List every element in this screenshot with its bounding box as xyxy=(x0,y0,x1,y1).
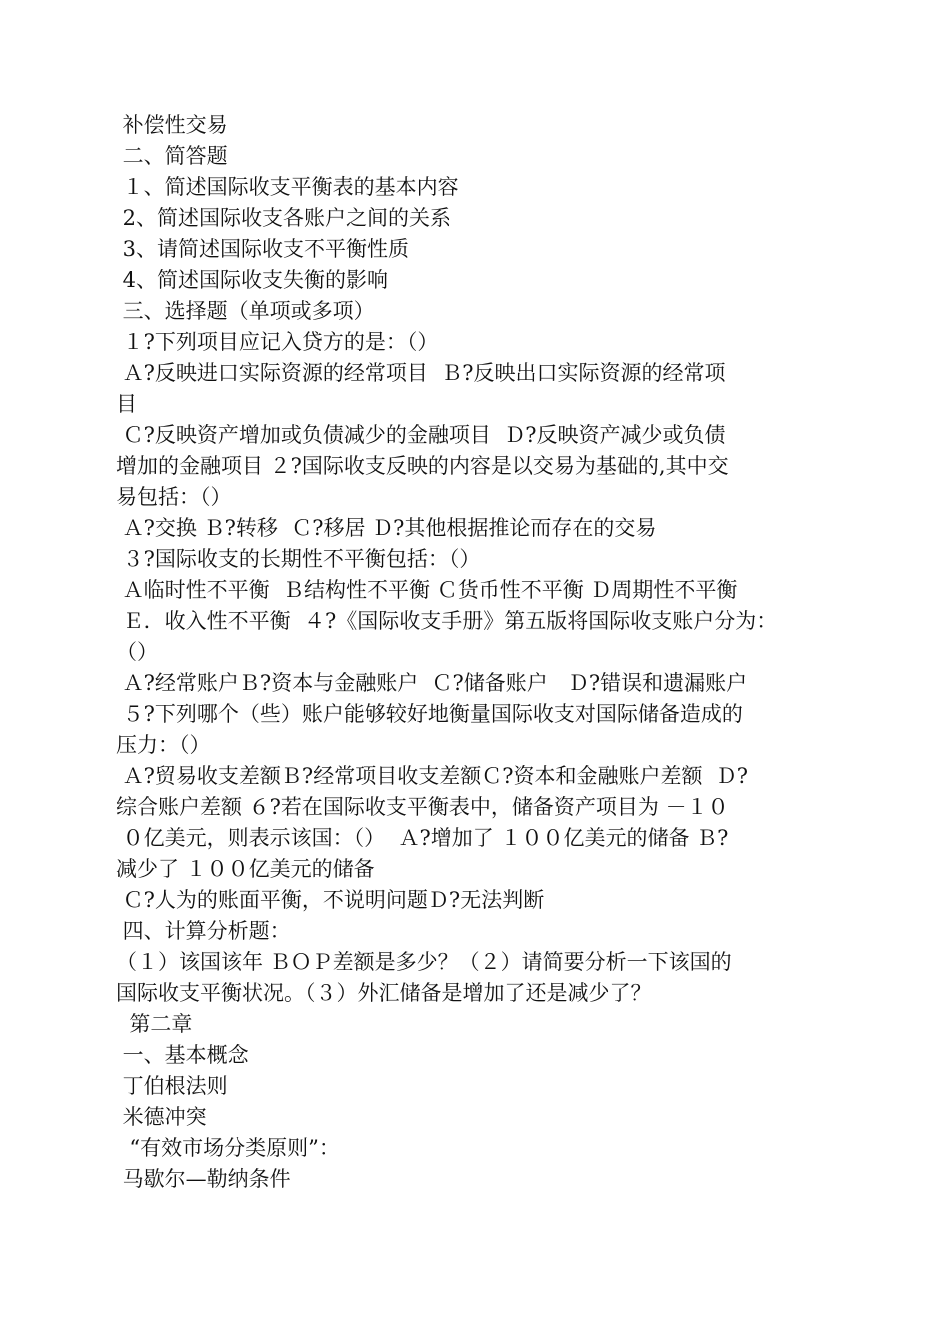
text-line: （１）该国该年 ＢＯＰ差额是多少？（２）请简要分析一下该国的 xyxy=(116,950,732,974)
text-line: Ａ临时性不平衡 Ｂ结构性不平衡 Ｃ货币性不平衡 Ｄ周期性不平衡 xyxy=(116,578,738,602)
section-heading: 二、简答题 xyxy=(116,144,228,168)
text-line: 2、简述国际收支各账户之间的关系 xyxy=(116,206,452,230)
text-line: Ｃ?反映资产增加或负债减少的金融项目 Ｄ?反映资产减少或负债 xyxy=(116,423,726,447)
text-line: ５?下列哪个（些）账户能够较好地衡量国际收支对国际储备造成的 xyxy=(116,702,743,726)
section-heading: 四、计算分析题： xyxy=(116,919,291,943)
text-line: （） xyxy=(116,640,158,664)
text-line: １?下列项目应记入贷方的是：（） xyxy=(116,330,439,354)
text-line: 压力：（） xyxy=(116,733,211,757)
text-line: 国际收支平衡状况。（３）外汇储备是增加了还是减少了？ xyxy=(116,981,652,1005)
text-line: 目 xyxy=(116,392,137,416)
section-heading: 一、基本概念 xyxy=(116,1043,249,1067)
text-line: ３?国际收支的长期性不平衡包括：（） xyxy=(116,547,481,571)
text-line: “有效市场分类原则”： xyxy=(116,1136,340,1160)
text-line: Ａ?贸易收支差额Ｂ?经常项目收支差额Ｃ?资本和金融账户差额 Ｄ? xyxy=(116,764,749,788)
text-line: 综合账户差额 ６?若在国际收支平衡表中，储备资产项目为 －１０ xyxy=(116,795,729,819)
text-line: Ｃ?人为的账面平衡，不说明问题Ｄ?无法判断 xyxy=(116,888,545,912)
text-line: 减少了 １００亿美元的储备 xyxy=(116,857,375,881)
chapter-heading: 第二章 xyxy=(116,1012,193,1036)
text-line: 易包括：（） xyxy=(116,485,232,509)
text-line: Ｅ．收入性不平衡 ４?《国际收支手册》第五版将国际收支账户分为： xyxy=(116,609,778,633)
text-line: Ａ?交换 Ｂ?转移 Ｃ?移居 Ｄ?其他根据推论而存在的交易 xyxy=(116,516,657,540)
text-line: 补偿性交易 xyxy=(116,113,228,137)
text-line: 马歇尔—勒纳条件 xyxy=(116,1167,291,1191)
text-line: ０亿美元，则表示该国：（） Ａ?增加了 １００亿美元的储备 Ｂ? xyxy=(116,826,729,850)
text-line: Ａ?反映进口实际资源的经常项目 Ｂ?反映出口实际资源的经常项 xyxy=(116,361,726,385)
text-line: 增加的金融项目 ２?国际收支反映的内容是以交易为基础的,其中交 xyxy=(116,454,729,478)
text-line: 米德冲突 xyxy=(116,1105,207,1129)
text-line: 4、简述国际收支失衡的影响 xyxy=(116,268,389,292)
text-line: 丁伯根法则 xyxy=(116,1074,228,1098)
text-line: １、简述国际收支平衡表的基本内容 xyxy=(116,175,459,199)
document-text xyxy=(116,110,846,1195)
text-line: 3、请简述国际收支不平衡性质 xyxy=(116,237,410,261)
section-heading: 三、选择题（单项或多项） xyxy=(116,299,375,323)
text-line: Ａ?经常账户Ｂ?资本与金融账户 Ｃ?储备账户 Ｄ?错误和遗漏账户 xyxy=(116,671,748,695)
